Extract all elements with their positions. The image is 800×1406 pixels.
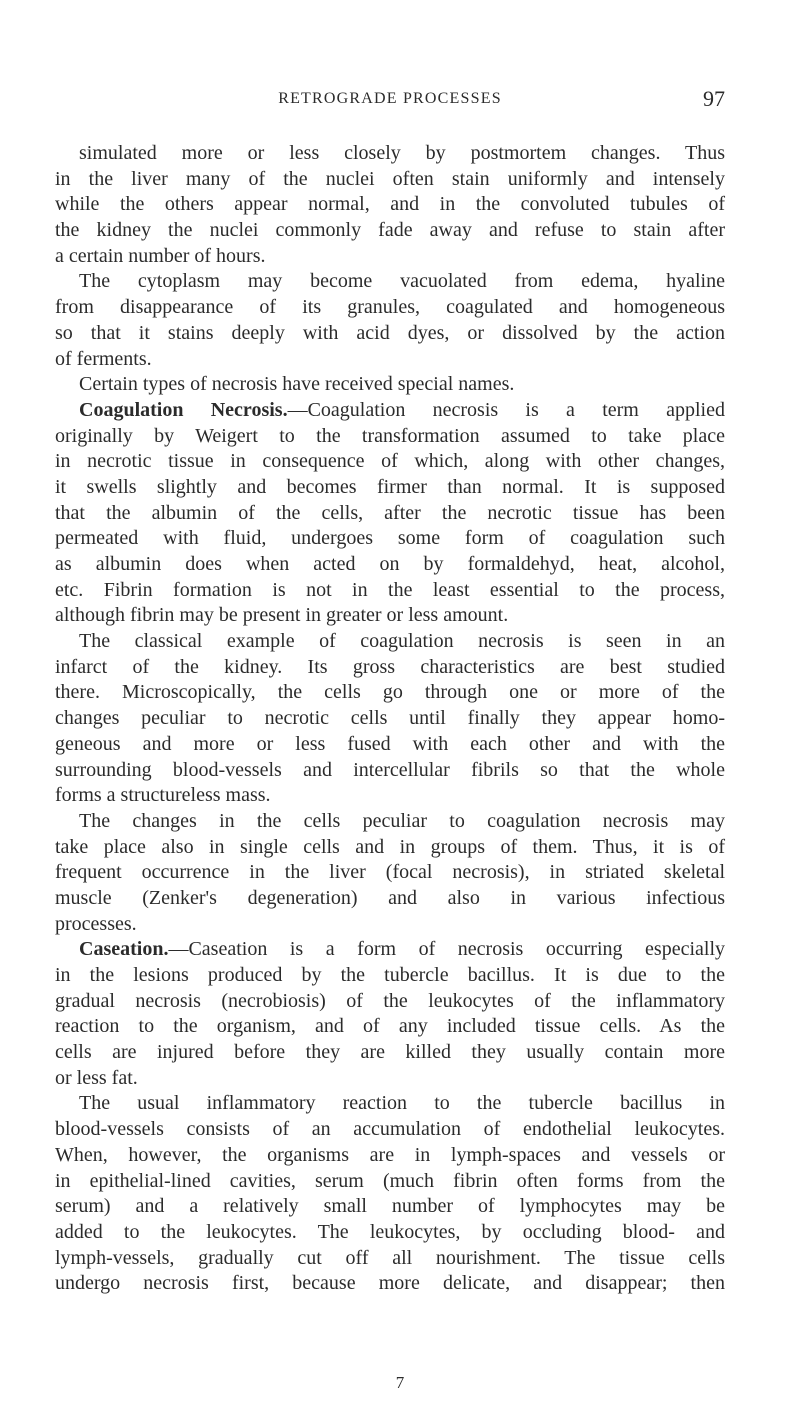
paragraph-line: undergo necrosis first, because more delicate, and disappear; then [55, 1272, 725, 1295]
paragraph-line: geneous and more or less fused with each other and with the [55, 732, 725, 755]
paragraph [55, 141, 725, 269]
paragraph-line: etc. Fibrin formation is not in the least essential to the process, [55, 578, 725, 601]
paragraph-line: take place also in single cells and in groups of them. Thus, it is of [55, 835, 725, 858]
paragraph-line: The usual inflammatory reaction to the tubercle bacillus in [79, 1092, 725, 1115]
running-title: RETROGRADE PROCESSES [278, 90, 502, 107]
line-text: —Caseation is a form of necrosis occurring especially [168, 938, 725, 961]
page-number: 97 [703, 86, 725, 111]
body-text [55, 141, 725, 1297]
paragraph-line: originally by Weigert to the transformation assumed to take place [55, 424, 725, 447]
paragraph-line: gradual necrosis (necrobiosis) of the leukocytes of the inflammatory [55, 989, 725, 1012]
paragraph-line: as albumin does when acted on by formaldehyd, heat, alcohol, [55, 553, 725, 575]
paragraph-line: permeated with fluid, undergoes some form of coagulation such [55, 527, 725, 550]
paragraph-line: lymph-vessels, gradually cut off all nourishment. The tissue cells [55, 1246, 725, 1269]
paragraph [55, 937, 725, 1091]
paragraph-line: although fibrin may be present in greater or less amount. [55, 604, 509, 627]
line-text: —Coagulation necrosis is a term applied [287, 398, 725, 421]
running-head [55, 86, 725, 112]
paragraph [55, 809, 725, 937]
paragraph-line: The classical example of coagulation necrosis is seen in an [79, 630, 725, 653]
paragraph-line: forms a structureless mass. [55, 784, 271, 807]
paragraph-line: in necrotic tissue in consequence of which, along with other changes, [55, 450, 725, 473]
paragraph-line: When, however, the organisms are in lymph-spaces and vessels or [55, 1143, 725, 1166]
section-heading: Caseation. [79, 938, 169, 961]
paragraph-line: frequent occurrence in the liver (focal necrosis), in striated skeletal [55, 861, 725, 884]
paragraph-line: blood-vessels consists of an accumulation of endothelial leukocytes. [55, 1118, 725, 1141]
paragraph-line: while the others appear normal, and in the convoluted tubules of [55, 193, 725, 216]
paragraph-line: there. Microscopically, the cells go through one or more of the [55, 681, 725, 704]
paragraph [55, 398, 725, 629]
paragraph [55, 372, 725, 398]
paragraph-line: in the lesions produced by the tubercle bacillus. It is due to the [55, 964, 725, 986]
paragraph-line: Certain types of necrosis have received special names. [79, 373, 515, 396]
paragraph-line: in epithelial-lined cavities, serum (much fibrin often forms from the [55, 1169, 725, 1192]
paragraph-line: from disappearance of its granules, coagulated and homogeneous [55, 296, 725, 319]
paragraph-line: The cytoplasm may become vacuolated from edema, hyaline [79, 270, 725, 293]
paragraph-line: or less fat. [55, 1066, 138, 1089]
signature-mark: 7 [395, 1373, 405, 1392]
paragraph-line: of ferments. [55, 347, 152, 370]
paragraph-line: a certain number of hours. [55, 244, 266, 267]
paragraph-line: surrounding blood-vessels and intercellular fibrils so that the whole [55, 758, 725, 781]
paragraph-line: it swells slightly and becomes firmer than normal. It is supposed [55, 475, 725, 498]
paragraph-line: simulated more or less closely by postmortem changes. Thus [79, 142, 725, 164]
paragraph-line: in the liver many of the nuclei often stain uniformly and intensely [55, 167, 725, 190]
paragraph-line: reaction to the organism, and of any included tissue cells. As the [55, 1015, 725, 1038]
paragraph [55, 1091, 725, 1297]
paragraph-line: muscle (Zenker's degeneration) and also in various infectious [55, 886, 725, 909]
paragraph-line: serum) and a relatively small number of lymphocytes may be [55, 1195, 725, 1218]
paragraph-line: changes peculiar to necrotic cells until finally they appear homo- [55, 707, 725, 730]
paragraph-line: added to the leukocytes. The leukocytes, by occluding blood- and [55, 1220, 725, 1243]
paragraph-line [55, 398, 725, 424]
paragraph-line: processes. [55, 912, 137, 935]
section-heading: Coagulation Necrosis. [79, 398, 288, 421]
paragraph-line: The changes in the cells peculiar to coagulation necrosis may [79, 809, 725, 832]
paragraph-line: infarct of the kidney. Its gross characteristics are best studied [55, 655, 725, 678]
paragraph-line: so that it stains deeply with acid dyes, or dissolved by the action [55, 321, 725, 344]
paragraph-line [55, 937, 725, 963]
paragraph-line: that the albumin of the cells, after the necrotic tissue has been [55, 501, 725, 524]
paragraph [55, 629, 725, 809]
paragraph-line: the kidney the nuclei commonly fade away and refuse to stain after [55, 219, 725, 242]
paragraph [55, 269, 725, 372]
paragraph-line: cells are injured before they are killed they usually contain more [55, 1041, 725, 1064]
